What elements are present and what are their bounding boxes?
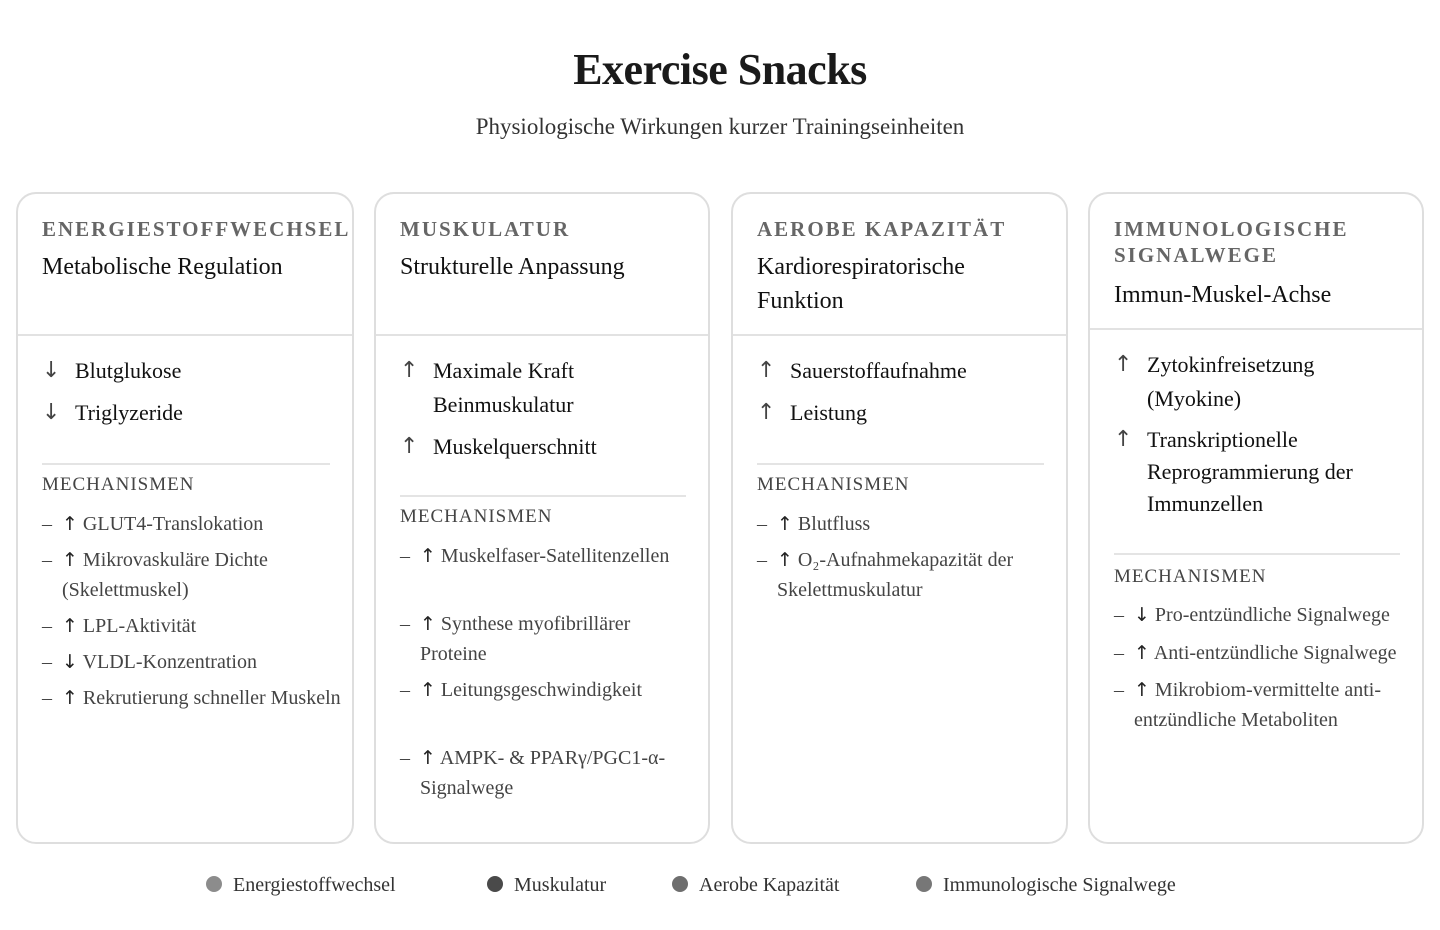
legend-label: Aerobe Kapazität bbox=[699, 874, 840, 896]
effect-item bbox=[42, 354, 336, 388]
arrow-down-icon: ↓ bbox=[42, 358, 61, 383]
mechanism-item: – ↑ LPL-Aktivität bbox=[42, 615, 197, 637]
mechanism-item: – ↑ AMPK- & PPARγ/PGC1-α-Signalwege bbox=[400, 747, 666, 799]
card-header bbox=[376, 194, 708, 336]
mechanisms-label: MECHANISMEN bbox=[1114, 566, 1267, 587]
effects-list bbox=[42, 354, 336, 438]
card-category: IMMUNOLOGISCHE SIGNALWEGE bbox=[1114, 217, 1349, 267]
effect-item bbox=[1114, 424, 1406, 520]
card-title: Immun-Muskel-Achse bbox=[1114, 282, 1332, 308]
mechanisms-label: MECHANISMEN bbox=[400, 506, 553, 527]
mechanism-text: Pro-entzündliche Signalwege bbox=[1154, 604, 1390, 626]
arrow-up-icon: ↑ bbox=[757, 358, 776, 383]
arrow-down-icon: ↓ bbox=[42, 400, 61, 425]
effect-text: Transkriptionelle Reprogrammierung der Immunzellen bbox=[1147, 427, 1353, 516]
legend-label: Immunologische Signalwege bbox=[943, 874, 1176, 896]
section-divider bbox=[757, 463, 1044, 465]
legend-dot bbox=[487, 876, 503, 892]
legend-dot bbox=[672, 876, 688, 892]
arrow-up-icon: ↑ bbox=[777, 513, 793, 535]
arrow-up-icon: ↑ bbox=[62, 615, 78, 637]
arrow-up-icon: ↑ bbox=[757, 400, 776, 425]
page-title: Exercise Snacks bbox=[573, 45, 867, 94]
mechanism-item: – ↑ Muskelfaser-Satellitenzellen bbox=[400, 545, 670, 567]
mechanism-text: Mikrovaskuläre Dichte (Skelettmuskel) bbox=[62, 549, 268, 601]
effect-item bbox=[400, 354, 692, 422]
mechanism-item: – ↑ Mikrovaskuläre Dichte (Skelettmuskel) bbox=[42, 549, 268, 601]
effects-list bbox=[1114, 348, 1406, 528]
arrow-up-icon: ↑ bbox=[1134, 679, 1150, 701]
mechanism-text: Rekrutierung schneller Muskeln bbox=[82, 687, 341, 709]
mechanisms-list bbox=[42, 509, 342, 719]
effect-item bbox=[757, 354, 1050, 388]
mechanism-text: Mikrobiom-vermittelte anti-entzündliche Metaboliten bbox=[1134, 679, 1381, 731]
mechanism-text: LPL-Aktivität bbox=[82, 615, 197, 637]
card-energiestoffwechsel bbox=[16, 192, 354, 844]
mechanisms-list bbox=[400, 541, 698, 809]
arrow-up-icon: ↑ bbox=[62, 687, 78, 709]
mechanism-text: O₂-Aufnahmekapazität der Skelettmuskulatur bbox=[777, 549, 1014, 601]
mechanism-item: – ↑ GLUT4-Translokation bbox=[42, 513, 264, 535]
section-divider bbox=[400, 495, 686, 497]
card-muskulatur bbox=[374, 192, 710, 844]
effect-text: Maximale Kraft Beinmuskulatur bbox=[433, 358, 575, 417]
card-category: AEROBE KAPAZITÄT bbox=[757, 217, 1007, 241]
mechanisms-list bbox=[757, 509, 1056, 611]
arrow-up-icon: ↑ bbox=[62, 513, 78, 535]
mechanism-item: – ↓ VLDL-Konzentration bbox=[42, 651, 257, 673]
card-header bbox=[1090, 194, 1422, 330]
mechanism-text: Synthese myofibrillärer Proteine bbox=[420, 613, 631, 665]
arrow-up-icon: ↑ bbox=[62, 549, 78, 571]
effect-text: Muskelquerschnitt bbox=[433, 434, 597, 459]
mechanism-item: – ↑ Leitungsgeschwindigkeit bbox=[400, 679, 642, 701]
mechanisms-label: MECHANISMEN bbox=[757, 474, 910, 495]
mechanism-item: – ↑ Synthese myofibrillärer Proteine bbox=[400, 613, 631, 665]
arrow-up-icon: ↑ bbox=[400, 434, 419, 459]
mechanism-text: Leitungsgeschwindigkeit bbox=[440, 679, 642, 701]
mechanism-text: VLDL-Konzentration bbox=[82, 651, 257, 673]
legend-label: Muskulatur bbox=[514, 874, 607, 896]
mechanism-text: Muskelfaser-Satellitenzellen bbox=[440, 545, 670, 567]
effect-text: Blutglukose bbox=[75, 358, 182, 383]
effect-text: Leistung bbox=[790, 400, 867, 425]
arrow-down-icon: ↓ bbox=[62, 651, 78, 673]
effects-list bbox=[400, 354, 692, 472]
mechanisms-list bbox=[1114, 599, 1412, 741]
effect-text: Triglyzeride bbox=[75, 400, 183, 425]
effect-item bbox=[42, 396, 336, 430]
mechanism-item: – ↑ Rekrutierung schneller Muskeln bbox=[42, 687, 341, 709]
mechanism-text: Anti-entzündliche Signalwege bbox=[1153, 642, 1397, 664]
mechanism-item: – ↑ O₂-Aufnahmekapazität der Skelettmuskulatur bbox=[757, 549, 1014, 601]
arrow-up-icon: ↑ bbox=[1114, 427, 1133, 452]
section-divider bbox=[42, 463, 330, 465]
card-header bbox=[18, 194, 352, 336]
mechanism-text: AMPK- & PPARγ/PGC1-α-Signalwege bbox=[420, 747, 666, 799]
mechanism-item: – ↑ Blutfluss bbox=[757, 513, 871, 535]
effect-text: Zytokinfreisetzung (Myokine) bbox=[1147, 352, 1315, 411]
card-category: MUSKULATUR bbox=[400, 217, 571, 241]
effects-list bbox=[757, 354, 1050, 438]
arrow-up-icon: ↑ bbox=[420, 747, 436, 769]
arrow-up-icon: ↑ bbox=[1134, 642, 1150, 664]
legend bbox=[0, 872, 1440, 900]
card-title: Metabolische Regulation bbox=[42, 254, 283, 280]
mechanism-text: Blutfluss bbox=[797, 513, 871, 535]
arrow-up-icon: ↑ bbox=[400, 358, 419, 383]
effect-item bbox=[400, 430, 692, 464]
page-subtitle: Physiologische Wirkungen kurzer Trainingseinheiten bbox=[475, 114, 965, 139]
section-divider bbox=[1114, 553, 1400, 555]
legend-dot bbox=[916, 876, 932, 892]
card-title: Strukturelle Anpassung bbox=[400, 254, 625, 280]
mechanism-item: – ↓ Pro-entzündliche Signalwege bbox=[1114, 604, 1390, 626]
card-category: ENERGIESTOFFWECHSEL bbox=[42, 217, 351, 241]
arrow-up-icon: ↑ bbox=[777, 549, 793, 571]
card-header bbox=[733, 194, 1066, 336]
card-title: Kardiorespiratorische Funktion bbox=[757, 254, 965, 314]
legend-label: Energiestoffwechsel bbox=[233, 874, 396, 896]
card-aerobe-kapazitaet bbox=[731, 192, 1068, 844]
effect-text: Sauerstoffaufnahme bbox=[790, 358, 967, 383]
effect-item bbox=[757, 396, 1050, 430]
mechanism-text: GLUT4-Translokation bbox=[82, 513, 264, 535]
arrow-up-icon: ↑ bbox=[1114, 352, 1133, 377]
arrow-up-icon: ↑ bbox=[420, 679, 436, 701]
arrow-up-icon: ↑ bbox=[420, 613, 436, 635]
effect-item bbox=[1114, 348, 1406, 416]
legend-dot bbox=[206, 876, 222, 892]
card-immunologische-signalwege bbox=[1088, 192, 1424, 844]
arrow-up-icon: ↑ bbox=[420, 545, 436, 567]
mechanism-item: – ↑ Anti-entzündliche Signalwege bbox=[1114, 642, 1397, 664]
arrow-down-icon: ↓ bbox=[1134, 604, 1150, 626]
mechanisms-label: MECHANISMEN bbox=[42, 474, 195, 495]
mechanism-item: – ↑ Mikrobiom-vermittelte anti-entzündliche Metaboliten bbox=[1114, 679, 1381, 731]
